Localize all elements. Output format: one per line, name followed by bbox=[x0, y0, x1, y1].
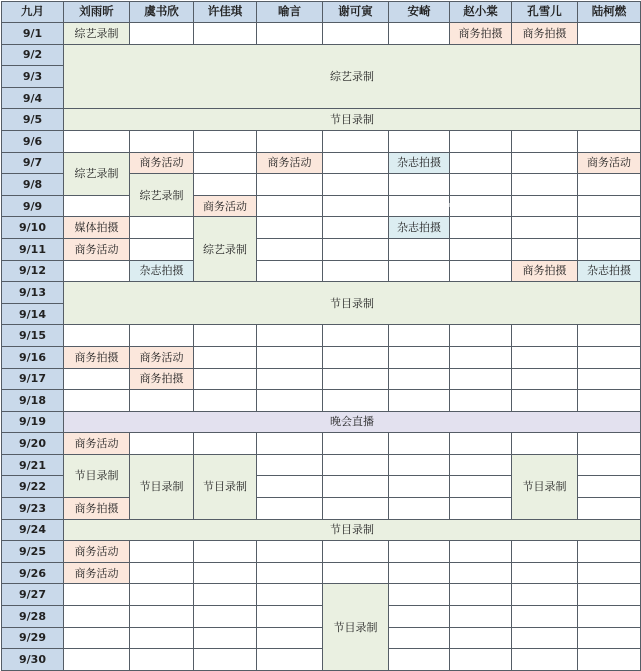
date-cell: 9/11 bbox=[2, 238, 64, 260]
date-cell: 9/25 bbox=[2, 541, 64, 563]
empty-cell bbox=[130, 23, 194, 45]
schedule-cell: 商务活动 bbox=[578, 152, 641, 174]
empty-cell bbox=[257, 584, 323, 606]
empty-cell bbox=[512, 238, 578, 260]
empty-cell bbox=[450, 260, 512, 282]
empty-cell bbox=[389, 346, 450, 368]
schedule-cell: 节目录制 bbox=[64, 454, 130, 497]
empty-cell bbox=[64, 627, 130, 649]
member-header: 喻言 bbox=[257, 2, 323, 23]
empty-cell bbox=[512, 584, 578, 606]
empty-cell bbox=[578, 606, 641, 628]
schedule-cell: 节目录制 bbox=[323, 584, 389, 670]
empty-cell bbox=[323, 562, 389, 584]
empty-cell bbox=[450, 152, 512, 174]
schedule-cell: 杂志拍摄 bbox=[389, 152, 450, 174]
empty-cell bbox=[194, 433, 257, 455]
empty-cell bbox=[578, 390, 641, 412]
member-header: 孔雪儿 bbox=[512, 2, 578, 23]
schedule-cell: 节目录制 bbox=[64, 109, 641, 131]
schedule-cell: 杂志拍摄 bbox=[578, 260, 641, 282]
empty-cell bbox=[389, 476, 450, 498]
empty-cell bbox=[323, 325, 389, 347]
empty-cell bbox=[389, 606, 450, 628]
schedule-row bbox=[2, 411, 641, 433]
empty-cell bbox=[512, 606, 578, 628]
date-cell: 9/30 bbox=[2, 649, 64, 671]
empty-cell bbox=[512, 346, 578, 368]
empty-cell bbox=[450, 454, 512, 476]
empty-cell bbox=[323, 217, 389, 239]
empty-cell bbox=[323, 390, 389, 412]
empty-cell bbox=[257, 606, 323, 628]
empty-cell bbox=[257, 433, 323, 455]
schedule-row bbox=[2, 325, 641, 347]
empty-cell bbox=[323, 195, 389, 217]
empty-cell bbox=[389, 454, 450, 476]
empty-cell bbox=[578, 476, 641, 498]
empty-cell bbox=[450, 130, 512, 152]
empty-cell bbox=[578, 23, 641, 45]
date-cell: 9/20 bbox=[2, 433, 64, 455]
empty-cell bbox=[389, 562, 450, 584]
empty-cell bbox=[450, 476, 512, 498]
schedule-row bbox=[2, 152, 641, 174]
schedule-row bbox=[2, 23, 641, 45]
empty-cell bbox=[257, 454, 323, 476]
empty-cell bbox=[323, 152, 389, 174]
schedule-row bbox=[2, 627, 641, 649]
empty-cell bbox=[512, 174, 578, 196]
schedule-cell: 商务拍摄 bbox=[450, 23, 512, 45]
empty-cell bbox=[194, 562, 257, 584]
empty-cell bbox=[194, 541, 257, 563]
empty-cell bbox=[450, 238, 512, 260]
schedule-cell: 节目录制 bbox=[64, 519, 641, 541]
date-cell: 9/1 bbox=[2, 23, 64, 45]
empty-cell bbox=[323, 454, 389, 476]
date-cell: 9/29 bbox=[2, 627, 64, 649]
schedule-cell: 综艺录制 bbox=[64, 152, 130, 195]
schedule-cell: 商务拍摄 bbox=[512, 23, 578, 45]
empty-cell bbox=[578, 195, 641, 217]
empty-cell bbox=[64, 325, 130, 347]
schedule-row bbox=[2, 238, 641, 260]
schedule-cell: 商务活动 bbox=[64, 541, 130, 563]
empty-cell bbox=[323, 433, 389, 455]
empty-cell bbox=[450, 627, 512, 649]
empty-cell bbox=[257, 325, 323, 347]
empty-cell bbox=[257, 130, 323, 152]
member-header: 谢可寅 bbox=[323, 2, 389, 23]
schedule-cell: 节目录制 bbox=[130, 454, 194, 519]
date-cell: 9/10 bbox=[2, 217, 64, 239]
empty-cell bbox=[130, 584, 194, 606]
empty-cell bbox=[450, 584, 512, 606]
empty-cell bbox=[194, 390, 257, 412]
empty-cell bbox=[130, 562, 194, 584]
empty-cell bbox=[512, 627, 578, 649]
empty-cell bbox=[257, 23, 323, 45]
empty-cell bbox=[578, 454, 641, 476]
date-cell: 9/8 bbox=[2, 174, 64, 196]
empty-cell bbox=[512, 217, 578, 239]
empty-cell bbox=[389, 130, 450, 152]
empty-cell bbox=[450, 498, 512, 520]
empty-cell bbox=[450, 217, 512, 239]
empty-cell bbox=[194, 606, 257, 628]
date-cell: 9/3 bbox=[2, 66, 64, 88]
member-header: 刘雨昕 bbox=[64, 2, 130, 23]
date-cell: 9/22 bbox=[2, 476, 64, 498]
empty-cell bbox=[578, 346, 641, 368]
schedule-cell: 节目录制 bbox=[194, 454, 257, 519]
empty-cell bbox=[130, 217, 194, 239]
date-cell: 9/14 bbox=[2, 303, 64, 325]
empty-cell bbox=[323, 498, 389, 520]
date-cell: 9/16 bbox=[2, 346, 64, 368]
schedule-cell: 商务活动 bbox=[64, 562, 130, 584]
schedule-row bbox=[2, 562, 641, 584]
empty-cell bbox=[257, 649, 323, 671]
empty-cell bbox=[257, 195, 323, 217]
schedule-cell: 杂志拍摄 bbox=[389, 217, 450, 239]
schedule-cell: 节目录制 bbox=[512, 454, 578, 519]
empty-cell bbox=[578, 627, 641, 649]
empty-cell bbox=[64, 649, 130, 671]
date-cell: 9/12 bbox=[2, 260, 64, 282]
schedule-row bbox=[2, 346, 641, 368]
member-header: 赵小棠 bbox=[450, 2, 512, 23]
schedule-table bbox=[1, 1, 641, 671]
schedule-row bbox=[2, 519, 641, 541]
empty-cell bbox=[194, 649, 257, 671]
empty-cell bbox=[323, 174, 389, 196]
empty-cell bbox=[130, 390, 194, 412]
empty-cell bbox=[257, 368, 323, 390]
empty-cell bbox=[130, 606, 194, 628]
schedule-cell: 商务拍摄 bbox=[130, 368, 194, 390]
empty-cell bbox=[194, 627, 257, 649]
empty-cell bbox=[450, 325, 512, 347]
empty-cell bbox=[130, 238, 194, 260]
date-cell: 9/21 bbox=[2, 454, 64, 476]
empty-cell bbox=[64, 584, 130, 606]
date-cell: 9/24 bbox=[2, 519, 64, 541]
member-header: 陆柯燃 bbox=[578, 2, 641, 23]
empty-cell bbox=[389, 195, 450, 217]
schedule-row bbox=[2, 44, 641, 66]
schedule-row bbox=[2, 433, 641, 455]
empty-cell bbox=[64, 390, 130, 412]
member-header: 安崎 bbox=[389, 2, 450, 23]
date-cell: 9/28 bbox=[2, 606, 64, 628]
empty-cell bbox=[450, 649, 512, 671]
member-header: 许佳琪 bbox=[194, 2, 257, 23]
date-cell: 9/17 bbox=[2, 368, 64, 390]
empty-cell bbox=[194, 152, 257, 174]
empty-cell bbox=[389, 238, 450, 260]
schedule-cell: 节目录制 bbox=[64, 282, 641, 325]
header-row bbox=[2, 2, 641, 23]
empty-cell bbox=[578, 562, 641, 584]
date-cell: 9/13 bbox=[2, 282, 64, 304]
empty-cell bbox=[389, 174, 450, 196]
empty-cell bbox=[389, 584, 450, 606]
schedule-row bbox=[2, 584, 641, 606]
empty-cell bbox=[450, 368, 512, 390]
empty-cell bbox=[64, 195, 130, 217]
schedule-cell: 综艺录制 bbox=[130, 174, 194, 217]
date-cell: 9/18 bbox=[2, 390, 64, 412]
schedule-row bbox=[2, 130, 641, 152]
empty-cell bbox=[389, 627, 450, 649]
empty-cell bbox=[389, 368, 450, 390]
empty-cell bbox=[389, 433, 450, 455]
empty-cell bbox=[450, 541, 512, 563]
empty-cell bbox=[64, 606, 130, 628]
empty-cell bbox=[512, 368, 578, 390]
member-header: 虞书欣 bbox=[130, 2, 194, 23]
empty-cell bbox=[512, 649, 578, 671]
empty-cell bbox=[512, 562, 578, 584]
empty-cell bbox=[257, 346, 323, 368]
empty-cell bbox=[257, 476, 323, 498]
schedule-row bbox=[2, 109, 641, 131]
empty-cell bbox=[389, 498, 450, 520]
empty-cell bbox=[64, 368, 130, 390]
empty-cell bbox=[130, 433, 194, 455]
schedule-cell: 综艺录制 bbox=[64, 44, 641, 109]
empty-cell bbox=[194, 23, 257, 45]
empty-cell bbox=[578, 584, 641, 606]
empty-cell bbox=[257, 217, 323, 239]
date-cell: 9/9 bbox=[2, 195, 64, 217]
empty-cell bbox=[389, 23, 450, 45]
empty-cell bbox=[578, 217, 641, 239]
empty-cell bbox=[578, 433, 641, 455]
empty-cell bbox=[323, 130, 389, 152]
date-cell: 9/15 bbox=[2, 325, 64, 347]
empty-cell bbox=[389, 260, 450, 282]
schedule-row bbox=[2, 541, 641, 563]
empty-cell bbox=[257, 541, 323, 563]
empty-cell bbox=[257, 498, 323, 520]
schedule-row bbox=[2, 195, 641, 217]
empty-cell bbox=[130, 649, 194, 671]
empty-cell bbox=[512, 390, 578, 412]
schedule-row bbox=[2, 282, 641, 304]
empty-cell bbox=[323, 260, 389, 282]
schedule-row bbox=[2, 649, 641, 671]
empty-cell bbox=[64, 260, 130, 282]
empty-cell bbox=[194, 368, 257, 390]
schedule-cell: 商务活动 bbox=[64, 238, 130, 260]
schedule-row bbox=[2, 390, 641, 412]
empty-cell bbox=[130, 325, 194, 347]
empty-cell bbox=[130, 130, 194, 152]
schedule-cell: 商务活动 bbox=[130, 346, 194, 368]
date-cell: 9/19 bbox=[2, 411, 64, 433]
date-cell: 9/27 bbox=[2, 584, 64, 606]
empty-cell bbox=[257, 174, 323, 196]
date-cell: 9/23 bbox=[2, 498, 64, 520]
empty-cell bbox=[578, 368, 641, 390]
schedule-cell: 商务活动 bbox=[194, 195, 257, 217]
schedule-cell: 商务活动 bbox=[64, 433, 130, 455]
schedule-row bbox=[2, 606, 641, 628]
empty-cell bbox=[194, 584, 257, 606]
empty-cell bbox=[257, 562, 323, 584]
empty-cell bbox=[323, 541, 389, 563]
empty-cell bbox=[578, 130, 641, 152]
date-cell: 9/2 bbox=[2, 44, 64, 66]
schedule-cell: 商务活动 bbox=[257, 152, 323, 174]
empty-cell bbox=[130, 627, 194, 649]
schedule-cell: 综艺录制 bbox=[194, 217, 257, 282]
date-cell: 9/7 bbox=[2, 152, 64, 174]
date-cell: 9/26 bbox=[2, 562, 64, 584]
empty-cell bbox=[578, 238, 641, 260]
empty-cell bbox=[323, 368, 389, 390]
empty-cell bbox=[578, 541, 641, 563]
empty-cell bbox=[450, 174, 512, 196]
empty-cell bbox=[257, 627, 323, 649]
empty-cell bbox=[389, 541, 450, 563]
schedule-cell: 综艺录制 bbox=[64, 23, 130, 45]
empty-cell bbox=[578, 498, 641, 520]
empty-cell bbox=[323, 346, 389, 368]
schedule-row bbox=[2, 454, 641, 476]
schedule-cell: 媒体拍摄 bbox=[64, 217, 130, 239]
empty-cell bbox=[257, 238, 323, 260]
schedule-cell: 商务活动 bbox=[130, 152, 194, 174]
empty-cell bbox=[512, 152, 578, 174]
empty-cell bbox=[450, 433, 512, 455]
month-header: 九月 bbox=[2, 2, 64, 23]
empty-cell bbox=[323, 476, 389, 498]
empty-cell bbox=[194, 346, 257, 368]
empty-cell bbox=[578, 325, 641, 347]
schedule-row bbox=[2, 260, 641, 282]
schedule-cell: 商务拍摄 bbox=[512, 260, 578, 282]
schedule-body bbox=[2, 23, 641, 671]
empty-cell bbox=[578, 174, 641, 196]
date-cell: 9/4 bbox=[2, 87, 64, 109]
empty-cell bbox=[257, 260, 323, 282]
empty-cell bbox=[450, 606, 512, 628]
empty-cell bbox=[323, 238, 389, 260]
empty-cell bbox=[512, 130, 578, 152]
empty-cell bbox=[130, 541, 194, 563]
empty-cell bbox=[389, 649, 450, 671]
schedule-cell: 商务拍摄 bbox=[64, 498, 130, 520]
empty-cell bbox=[389, 390, 450, 412]
schedule-row bbox=[2, 217, 641, 239]
empty-cell bbox=[64, 130, 130, 152]
empty-cell bbox=[512, 541, 578, 563]
schedule-cell: 商务拍摄 bbox=[64, 346, 130, 368]
date-cell: 9/6 bbox=[2, 130, 64, 152]
empty-cell bbox=[512, 433, 578, 455]
empty-cell bbox=[578, 649, 641, 671]
empty-cell bbox=[450, 346, 512, 368]
empty-cell bbox=[194, 130, 257, 152]
empty-cell bbox=[194, 174, 257, 196]
empty-cell bbox=[512, 195, 578, 217]
empty-cell bbox=[323, 23, 389, 45]
empty-cell bbox=[450, 390, 512, 412]
empty-cell bbox=[512, 325, 578, 347]
schedule-cell: 杂志拍摄 bbox=[130, 260, 194, 282]
empty-cell bbox=[389, 325, 450, 347]
date-cell: 9/5 bbox=[2, 109, 64, 131]
empty-cell bbox=[257, 390, 323, 412]
empty-cell bbox=[194, 325, 257, 347]
schedule-cell: 晚会直播 bbox=[64, 411, 641, 433]
schedule-row bbox=[2, 368, 641, 390]
empty-cell bbox=[450, 562, 512, 584]
empty-cell bbox=[450, 195, 512, 217]
